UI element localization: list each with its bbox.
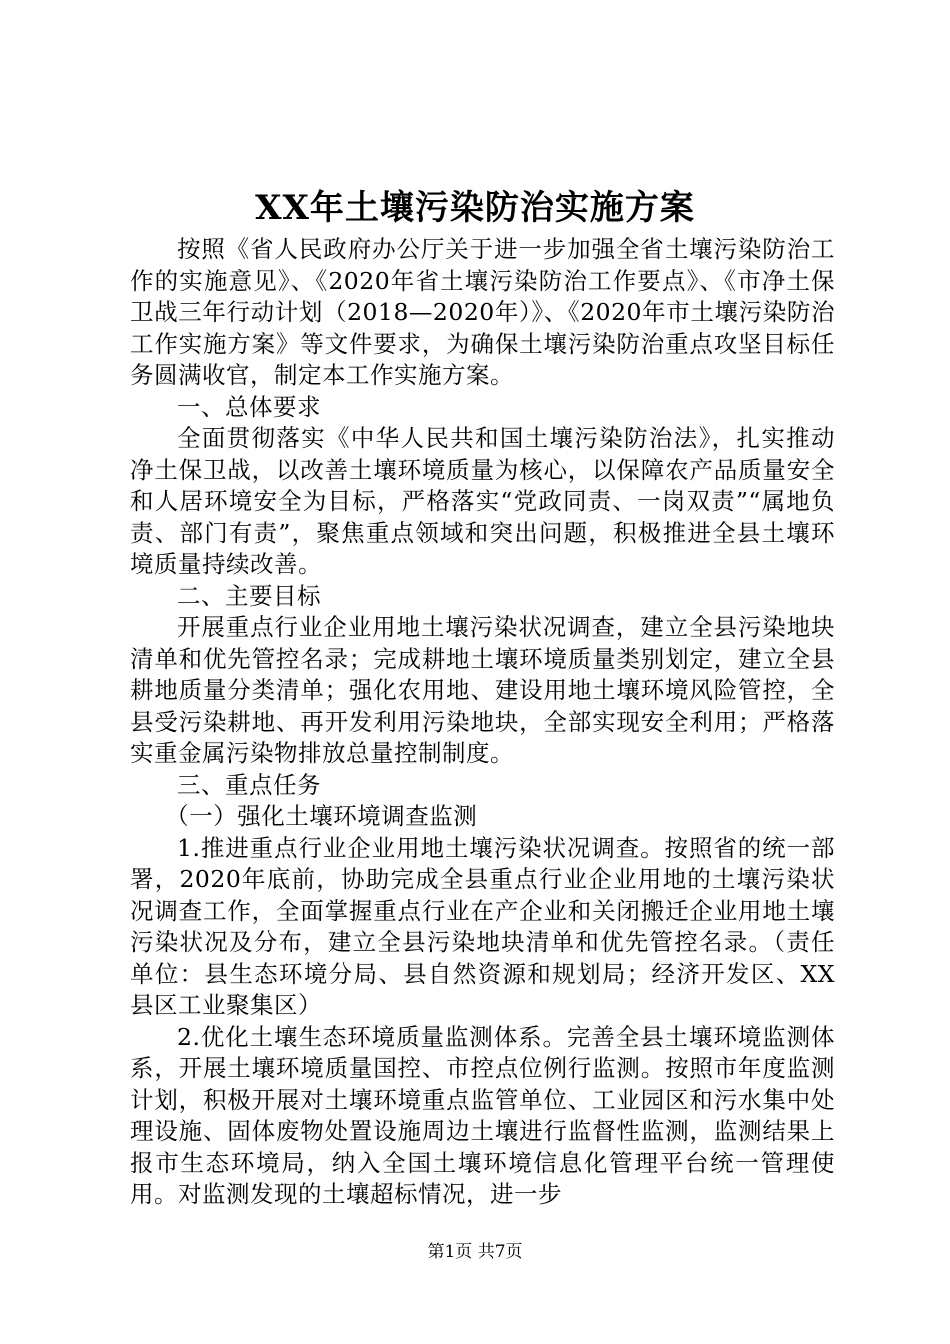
general-requirements-paragraph: 全面贯彻落实《中华人民共和国土壤污染防治法》，扎实推动净土保卫战，以改善土壤环境质量为核心，以保障农产品质量安全和人居环境安全为目标，严格落实“党政同责、一岗双责”“属地负责、部门有责”，聚焦重点领域和突出问题，积极推进全县土壤环境质量持续改善。 — [130, 424, 835, 578]
task-paragraph-2: 2.优化土壤生态环境质量监测体系。完善全县土壤环境监测体系，开展土壤环境质量国控、市控点位例行监测。按照市年度监测计划，积极开展对土壤环境重点监管单位、工业园区和污水集中处理设施、固体废物处置设施周边土壤进行监督性监测，监测结果上报市生态环境局，纳入全国土壤环境信息化管理平台统一管理使用。对监测发现的土壤超标情况，进一步 — [130, 1022, 835, 1208]
document-title: XX年土壤污染防治实施方案 — [255, 188, 695, 228]
task-paragraph-1: 1.推进重点行业企业用地土壤污染状况调查。按照省的统一部署，2020年底前，协助完成全县重点行业企业用地的土壤污染状况调查工作，全面掌握重点行业在产企业和关闭搬迁企业用地土壤污染状况及分布，建立全县污染地块清单和优先管控名录。（责任单位：县生态环境分局、县自然资源和规划局；经济开发区、XX县区工业聚集区） — [130, 833, 835, 1019]
section-heading-main-goals: 二、主要目标 — [177, 581, 321, 610]
page-number-footer: 第1页 共7页 — [427, 1242, 523, 1262]
subsection-heading-survey-monitoring: （一）强化土壤环境调查监测 — [165, 802, 478, 830]
section-heading-general-requirements: 一、总体要求 — [177, 392, 321, 421]
main-goals-paragraph: 开展重点行业企业用地土壤污染状况调查，建立全县污染地块清单和优先管控名录；完成耕地土壤环境质量类别划定，建立全县耕地质量分类清单；强化农用地、建设用地土壤环境风险管控，全县受污染耕地、再开发利用污染地块，全部实现安全利用；严格落实重金属污染物排放总量控制制度。 — [130, 613, 835, 767]
intro-paragraph: 按照《省人民政府办公厅关于进一步加强全省土壤污染防治工作的实施意见》、《2020年省土壤污染防治工作要点》、《市净土保卫战三年行动计划（2018—2020年）》、《2020年市土壤污染防治工作实施方案》等文件要求，为确保土壤污染防治重点攻坚目标任务圆满收官，制定本工作实施方案。 — [130, 235, 835, 389]
document-body — [130, 234, 835, 1211]
section-heading-key-tasks: 三、重点任务 — [177, 770, 321, 799]
